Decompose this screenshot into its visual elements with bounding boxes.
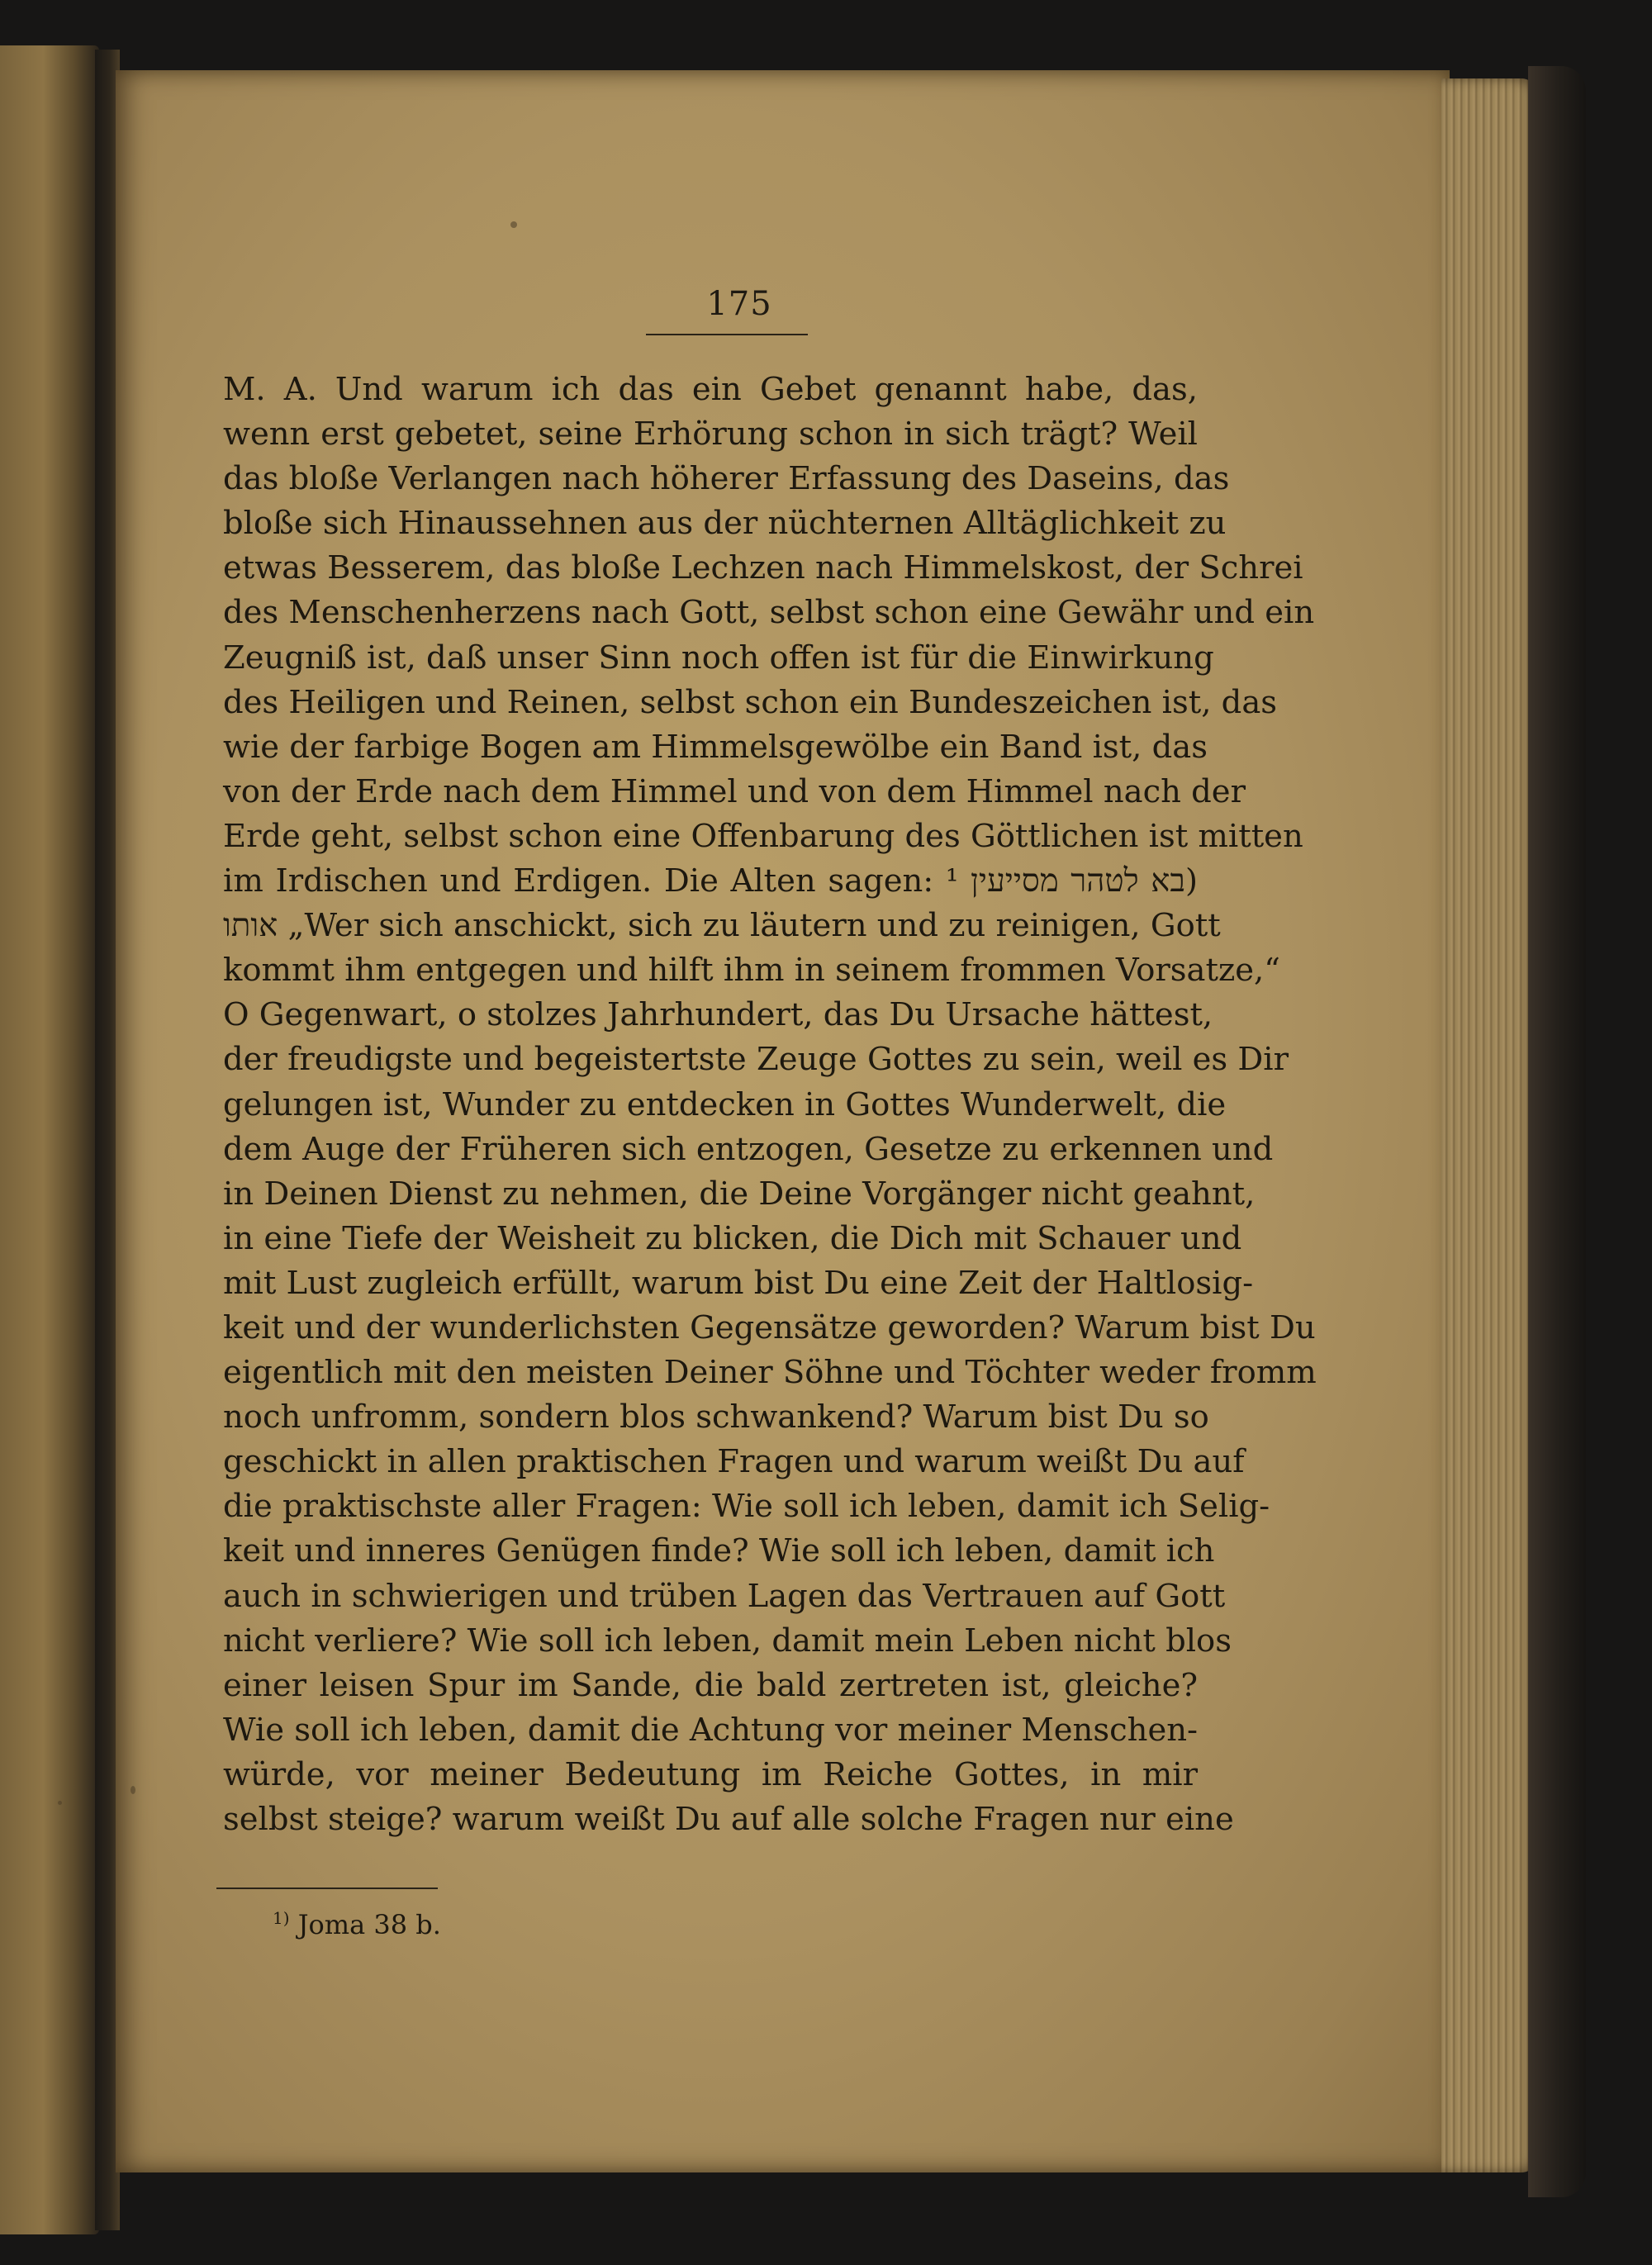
body-text [223, 368, 1317, 1842]
text-line: bloße sich Hinaussehnen aus der nüchternen Alltäglichkeit zu [223, 505, 1227, 543]
text-line: geschickt in allen praktischen Fragen und warum weißt Du auf [223, 1443, 1245, 1481]
text-line: etwas Besserem, das bloße Lechzen nach Himmelskost, der Schrei [223, 549, 1303, 587]
text-line: die praktischste aller Fragen: Wie soll ich leben, damit ich Selig- [223, 1488, 1270, 1526]
paper-speck [58, 1801, 62, 1805]
text-line: M. A. Und warum ich das ein Gebet genannt habe, das, [223, 371, 1198, 408]
text-line: des Heiligen und Reinen, selbst schon ein Bundeszeichen ist, das [223, 683, 1278, 721]
text-line: mit Lust zugleich erfüllt, warum bist Du eine Zeit der Haltlosig- [223, 1264, 1254, 1302]
paper-speck [510, 221, 517, 228]
text-line: eigentlich mit den meisten Deiner Söhne und Töchter weder fromm [223, 1354, 1317, 1392]
text-line: keit und inneres Genügen finde? Wie soll ich leben, damit ich [223, 1532, 1215, 1570]
footnote-rule [216, 1888, 438, 1889]
text-line: Wie soll ich leben, damit die Achtung vor meiner Menschen- [223, 1711, 1199, 1749]
text-line: der freudigste und begeistertste Zeuge Gottes zu sein, weil es Dir [223, 1041, 1289, 1079]
text-line: gelungen ist, Wunder zu entdecken in Gottes Wunderwelt, die [223, 1085, 1227, 1123]
text-line: auch in schwierigen und trüben Lagen das Vertrauen auf Gott [223, 1577, 1226, 1615]
text-line: des Menschenherzens nach Gott, selbst schon eine Gewähr und ein [223, 594, 1315, 632]
text-line: von der Erde nach dem Himmel und von dem Himmel nach der [223, 772, 1246, 810]
left-page-edge [0, 45, 99, 2234]
page-number: 175 [706, 285, 772, 323]
paper-speck [131, 1786, 135, 1794]
text-line: im Irdischen und Erdigen. Die Alten sagen: בא לטהר מסייעין ¹) [223, 862, 1198, 900]
text-line: würde, vor meiner Bedeutung im Reiche Gottes, in mir [223, 1755, 1198, 1793]
text-line: kommt ihm entgegen und hilft ihm in seinem frommen Vorsatze,“ [223, 952, 1280, 990]
text-line: nicht verliere? Wie soll ich leben, damit mein Leben nicht blos [223, 1622, 1232, 1660]
text-line: in eine Tiefe der Weisheit zu blicken, die Dich mit Schauer und [223, 1219, 1242, 1257]
text-line: Erde geht, selbst schon eine Offenbarung des Göttlichen ist mitten [223, 817, 1303, 855]
text-line: O Gegenwart, o stolzes Jahrhundert, das Du Ursache hättest, [223, 996, 1213, 1034]
footnote-marker: 1) [273, 1908, 290, 1928]
text-line: Zeugniß ist, daß unser Sinn noch offen ist für die Einwirkung [223, 639, 1214, 677]
text-line: selbst steige? warum weißt Du auf alle solche Fragen nur eine [223, 1801, 1234, 1838]
text-line: wie der farbige Bogen am Himmelsgewölbe ein Band ist, das [223, 728, 1208, 766]
text-line: einer leisen Spur im Sande, die bald zertreten ist, gleiche? [223, 1666, 1198, 1704]
text-line: das bloße Verlangen nach höherer Erfassung des Daseins, das [223, 460, 1230, 498]
footnote-text: Joma 38 b. [297, 1909, 441, 1940]
book-cover-edge [1528, 66, 1586, 2197]
text-line: keit und der wunderlichsten Gegensätze geworden? Warum bist Du [223, 1308, 1316, 1346]
text-line: dem Auge der Früheren sich entzogen, Gesetze zu erkennen und [223, 1130, 1274, 1168]
text-line: אותו „Wer sich anschickt, sich zu läutern und zu reinigen, Gott [223, 907, 1221, 945]
page-block-edges [1441, 78, 1536, 2172]
text-line: in Deinen Dienst zu nehmen, die Deine Vorgänger nicht geahnt, [223, 1175, 1256, 1213]
footnote [273, 1908, 441, 1940]
header-rule [646, 334, 808, 335]
text-line: wenn erst gebetet, seine Erhörung schon in sich trägt? Weil [223, 415, 1198, 453]
text-line: noch unfromm, sondern blos schwankend? Warum bist Du so [223, 1398, 1209, 1436]
